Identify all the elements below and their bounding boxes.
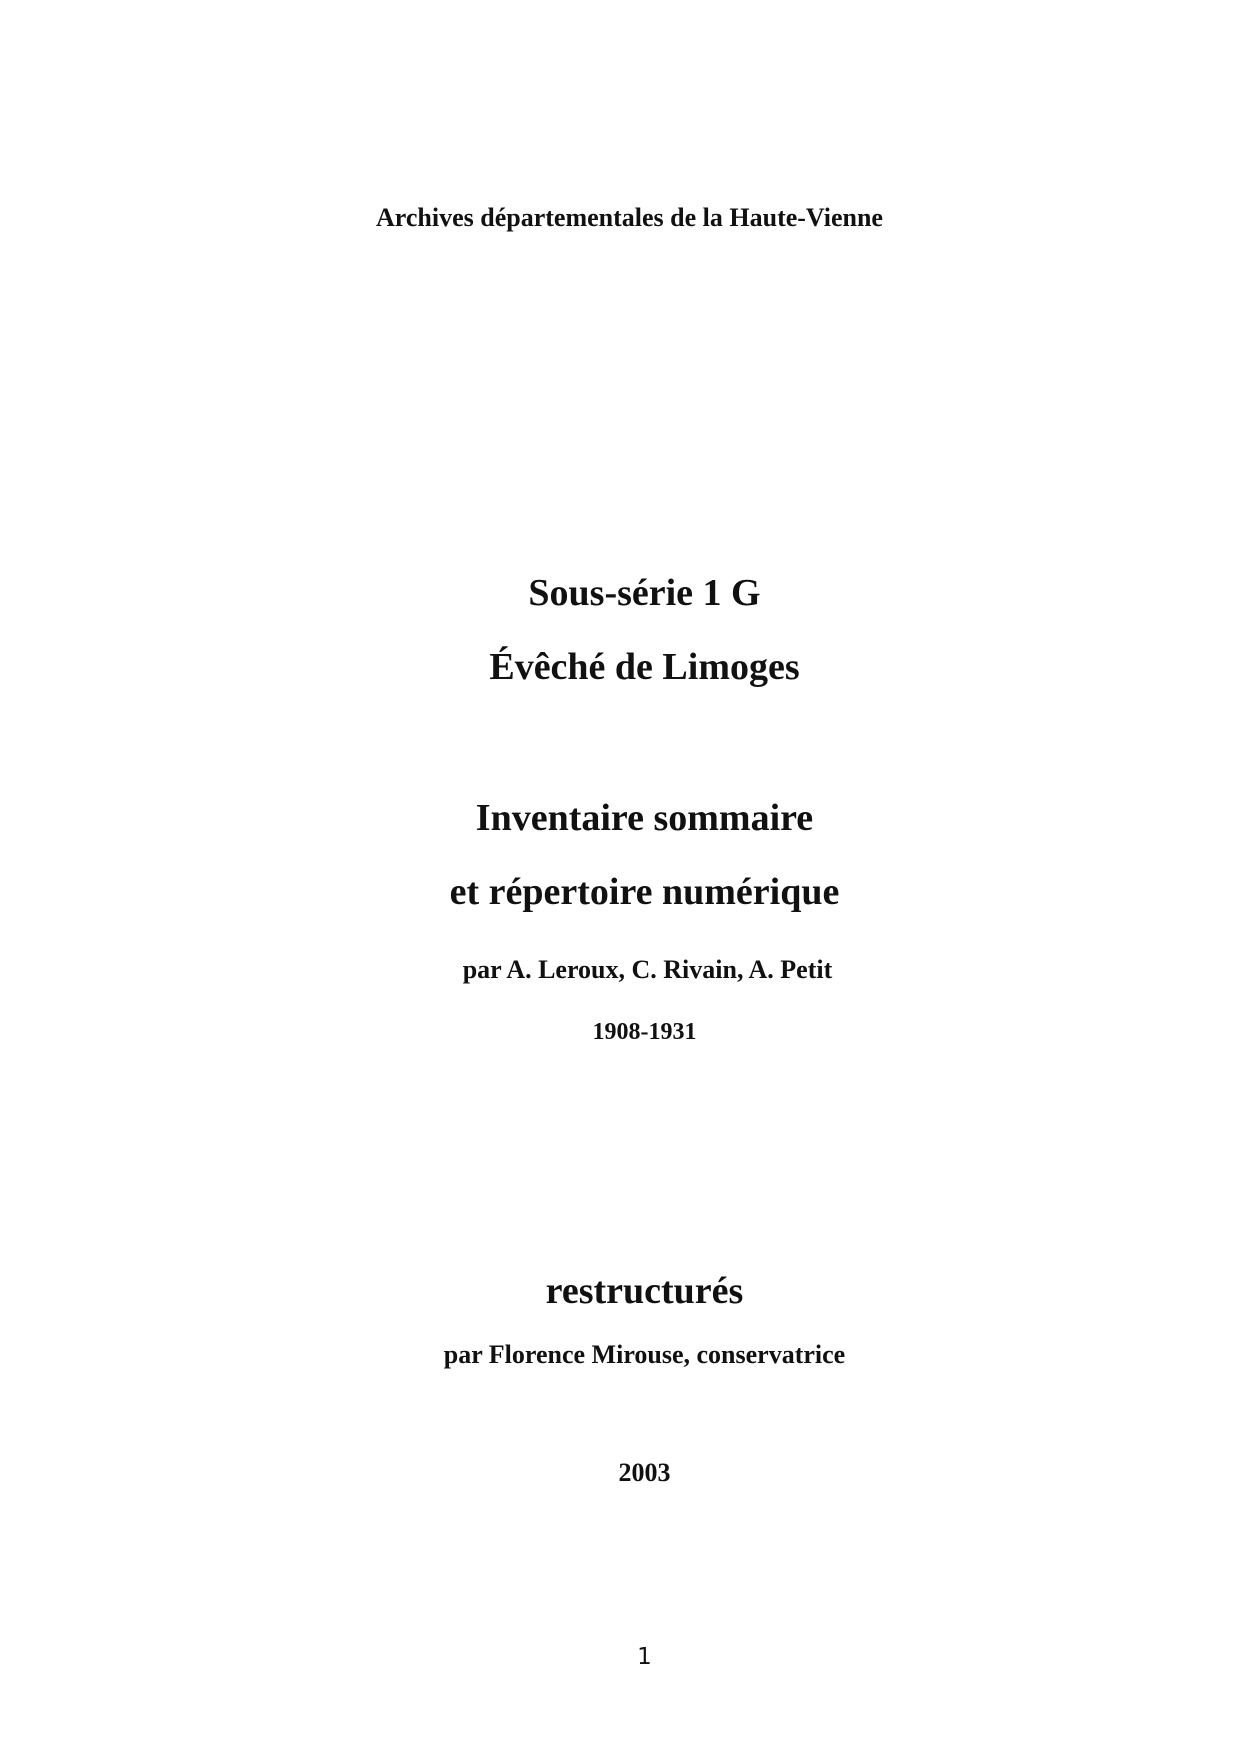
subject-title: Évêché de Limoges bbox=[489, 646, 800, 688]
restructured-title: restructurés bbox=[545, 1270, 744, 1312]
inventory-title-line1: Inventaire sommaire bbox=[475, 797, 814, 839]
authors-line: par A. Leroux, C. Rivain, A. Petit bbox=[462, 955, 833, 984]
original-years: 1908-1931 bbox=[592, 1019, 697, 1045]
restructured-by-line: par Florence Mirouse, conservatrice bbox=[443, 1340, 846, 1369]
page-number: 1 bbox=[637, 1644, 652, 1670]
institution-header: Archives départementales de la Haute-Vienne bbox=[376, 203, 883, 232]
series-title: Sous-série 1 G bbox=[528, 572, 761, 614]
restructured-year: 2003 bbox=[618, 1458, 671, 1487]
inventory-title-line2: et répertoire numérique bbox=[449, 871, 840, 913]
